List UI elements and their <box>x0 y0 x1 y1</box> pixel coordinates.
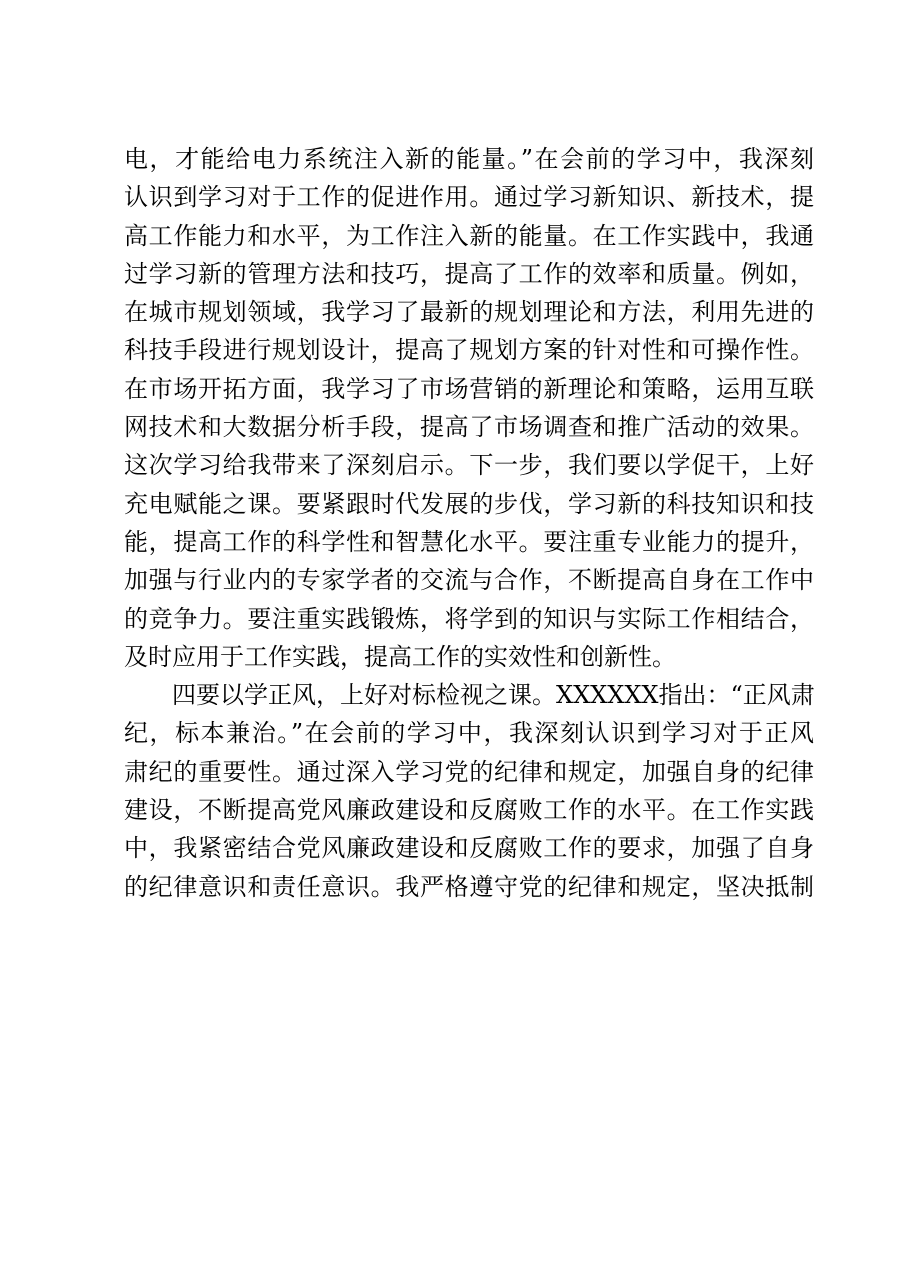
text-line: 能，提高工作的科学性和智慧化水平。要注重专业能力的提升， <box>124 527 814 556</box>
text-line: 过学习新的管理方法和技巧，提高了工作的效率和质量。例如， <box>124 259 814 288</box>
text-line: 这次学习给我带来了深刻启示。下一步，我们要以学促干，上好 <box>124 451 814 480</box>
body-text <box>124 140 814 906</box>
text-line: 充电赋能之课。要紧跟时代发展的步伐，学习新的科技知识和技 <box>124 489 814 518</box>
text-line: 纪，标本兼治。”在会前的学习中，我深刻认识到学习对于正风 <box>124 719 814 748</box>
text-line: 的纪律意识和责任意识。我严格遵守党的纪律和规定，坚决抵制 <box>124 872 814 901</box>
text-line: 认识到学习对于工作的促进作用。通过学习新知识、新技术，提 <box>124 183 814 212</box>
text-line: 的竞争力。要注重实践锻炼，将学到的知识与实际工作相结合， <box>124 604 814 633</box>
text-line: 加强与行业内的专家学者的交流与合作，不断提高自身在工作中 <box>124 566 814 595</box>
text-line: 科技手段进行规划设计，提高了规划方案的针对性和可操作性。 <box>124 336 814 365</box>
text-line: 四要以学正风，上好对标检视之课。XXXXXX指出：“正风肃 <box>172 681 815 710</box>
text-line: 建设，不断提高党风廉政建设和反腐败工作的水平。在工作实践 <box>124 796 814 825</box>
text-line: 肃纪的重要性。通过深入学习党的纪律和规定，加强自身的纪律 <box>124 757 814 786</box>
paragraph-1 <box>124 140 814 676</box>
paragraph-2 <box>124 676 814 906</box>
text-line: 在市场开拓方面，我学习了市场营销的新理论和策略，运用互联 <box>124 374 814 403</box>
text-line: 高工作能力和水平，为工作注入新的能量。在工作实践中，我通 <box>124 221 814 250</box>
text-line: 网技术和大数据分析手段，提高了市场调查和推广活动的效果。 <box>124 413 814 442</box>
text-line: 在城市规划领域，我学习了最新的规划理论和方法，利用先进的 <box>124 298 814 327</box>
text-line: 及时应用于工作实践，提高工作的实效性和创新性。 <box>124 642 676 671</box>
text-line: 电，才能给电力系统注入新的能量。”在会前的学习中，我深刻 <box>124 145 814 173</box>
text-line: 中，我紧密结合党风廉政建设和反腐败工作的要求，加强了自身 <box>124 834 814 863</box>
